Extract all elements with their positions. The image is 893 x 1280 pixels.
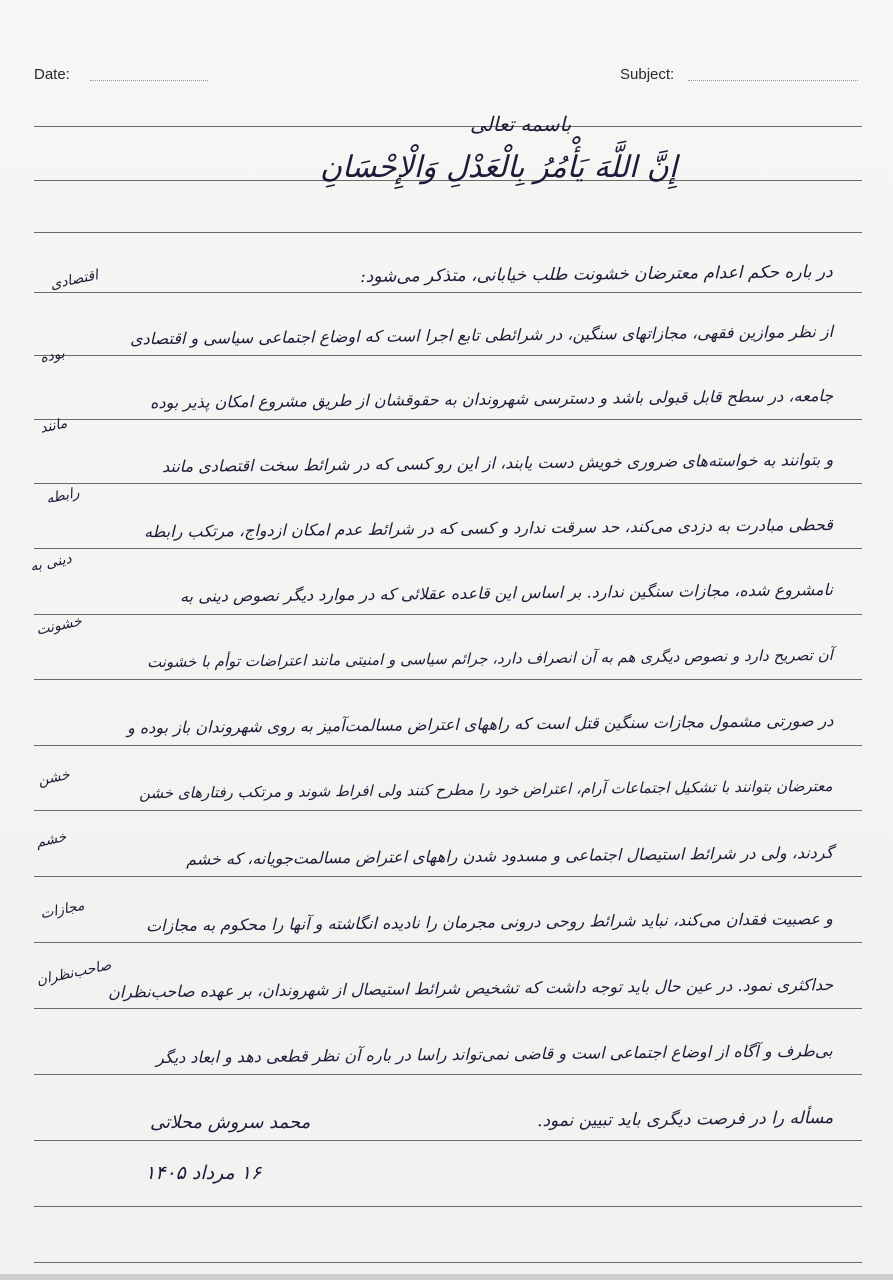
ruled-line	[34, 679, 862, 680]
date-label: Date:	[34, 66, 70, 83]
margin-note: مجازات	[38, 897, 86, 923]
ruled-line	[34, 745, 862, 746]
margin-note: بوده	[38, 345, 67, 367]
letter-line: در باره حکم اعدام معترضان خشونت طلب خیابانی، متذکر می‌شود:	[360, 262, 834, 287]
letter-line: بی‌طرف و آگاه از اوضاع اجتماعی است و قاضی نمی‌تواند راسا در باره آن نظر قطعی دهد و ابعاد دیگر	[156, 1041, 834, 1068]
page-edge	[0, 1274, 893, 1280]
invocation: باسمه تعالی	[470, 112, 572, 136]
letter-line: جامعه، در سطح قابل قبولی باشد و دسترسی شهروندان به حقوقشان از طریق مشروع امکان پذیر بوده	[149, 386, 834, 413]
ruled-line	[34, 548, 862, 549]
ruled-line	[34, 292, 862, 293]
letter-line: از نظر موازین فقهی، مجازاتهای سنگین، در شرائطی تابع اجرا است که اوضاع اجتماعی سیاسی و اقتصادی	[129, 322, 834, 349]
handwritten-date: ۱۶ مرداد ۱۴۰۵	[145, 1162, 262, 1184]
letter-line: حداکثری نمود. در عین حال باید توجه داشت که تشخیص شرائط استیصال از شهروندان، بر عهده صاحب‌نظران	[107, 975, 834, 1002]
letter-line: در صورتی مشمول مجازات سنگین قتل است که راههای اعتراض مسالمت‌آمیز به روی شهروندان باز بوده و	[126, 711, 834, 738]
margin-note: خشم	[34, 829, 68, 851]
subject-field-line	[688, 80, 858, 81]
margin-note: رابطه	[44, 484, 81, 508]
ruled-line	[34, 1140, 862, 1141]
ruled-line	[34, 1008, 862, 1009]
ruled-line	[34, 232, 862, 233]
ruled-line	[34, 614, 862, 615]
ruled-line	[34, 355, 862, 356]
margin-note: خشونت	[34, 613, 84, 639]
letter-line: معترضان بتوانند با تشکیل اجتماعات آرام، اعتراض خود را مطرح کنند ولی افراط شوند و مرتکب رفتارهای خشن	[139, 777, 834, 803]
ruled-line	[34, 942, 862, 943]
ruled-line	[34, 1074, 862, 1075]
date-field-line	[90, 80, 208, 81]
subject-label: Subject:	[620, 66, 675, 83]
letter-line: آن تصریح دارد و نصوص دیگری هم به آن انصراف دارد، جرائم سیاسی و امنیتی مانند اعتراضات توأم با خشونت	[147, 646, 834, 672]
quran-verse: إِنَّ اللَّهَ يَأْمُرُ بِالْعَدْلِ وَالْإِحْسَانِ	[320, 150, 678, 185]
margin-note: دینی به	[28, 550, 74, 576]
margin-note: صاحب‌نظران	[35, 957, 113, 989]
letter-line: مسأله را در فرصت دیگری باید تبیین نمود.	[536, 1108, 834, 1132]
letter-line: نامشروع شده، مجازات سنگین ندارد. بر اساس این قاعده عقلائی که در موارد دیگر نصوص دینی به	[180, 580, 834, 606]
letter-line: قحطی مبادرت به دزدی می‌کند، حد سرقت ندارد و کسی که در شرائط عدم امکان ازدواج، مرتکب رابطه	[144, 515, 834, 542]
letter-line: و بتوانند به خواسته‌های ضروری خویش دست یابند، از این رو کسی که در شرائط سخت اقتصادی مانند	[161, 450, 834, 477]
ruled-line	[34, 1206, 862, 1207]
ruled-line	[34, 126, 862, 127]
margin-note: خشن	[36, 766, 72, 790]
signature: محمد سروش محلاتی	[150, 1112, 311, 1133]
letter-line: و عصبیت فقدان می‌کند، نباید شرائط روحی درونی مجرمان را نادیده انگاشته و آنها را محکوم به مجازات	[146, 909, 834, 936]
margin-note: مانند	[38, 415, 69, 437]
ruled-line	[34, 483, 862, 484]
margin-note: اقتصادی	[48, 267, 100, 293]
ruled-line	[34, 810, 862, 811]
letter-line: گردند، ولی در شرائط استیصال اجتماعی و مسدود شدن راههای اعتراض مسالمت‌جویانه، که خشم	[185, 843, 834, 869]
ruled-line	[34, 876, 862, 877]
ruled-line	[34, 419, 862, 420]
ruled-line	[34, 1262, 862, 1263]
